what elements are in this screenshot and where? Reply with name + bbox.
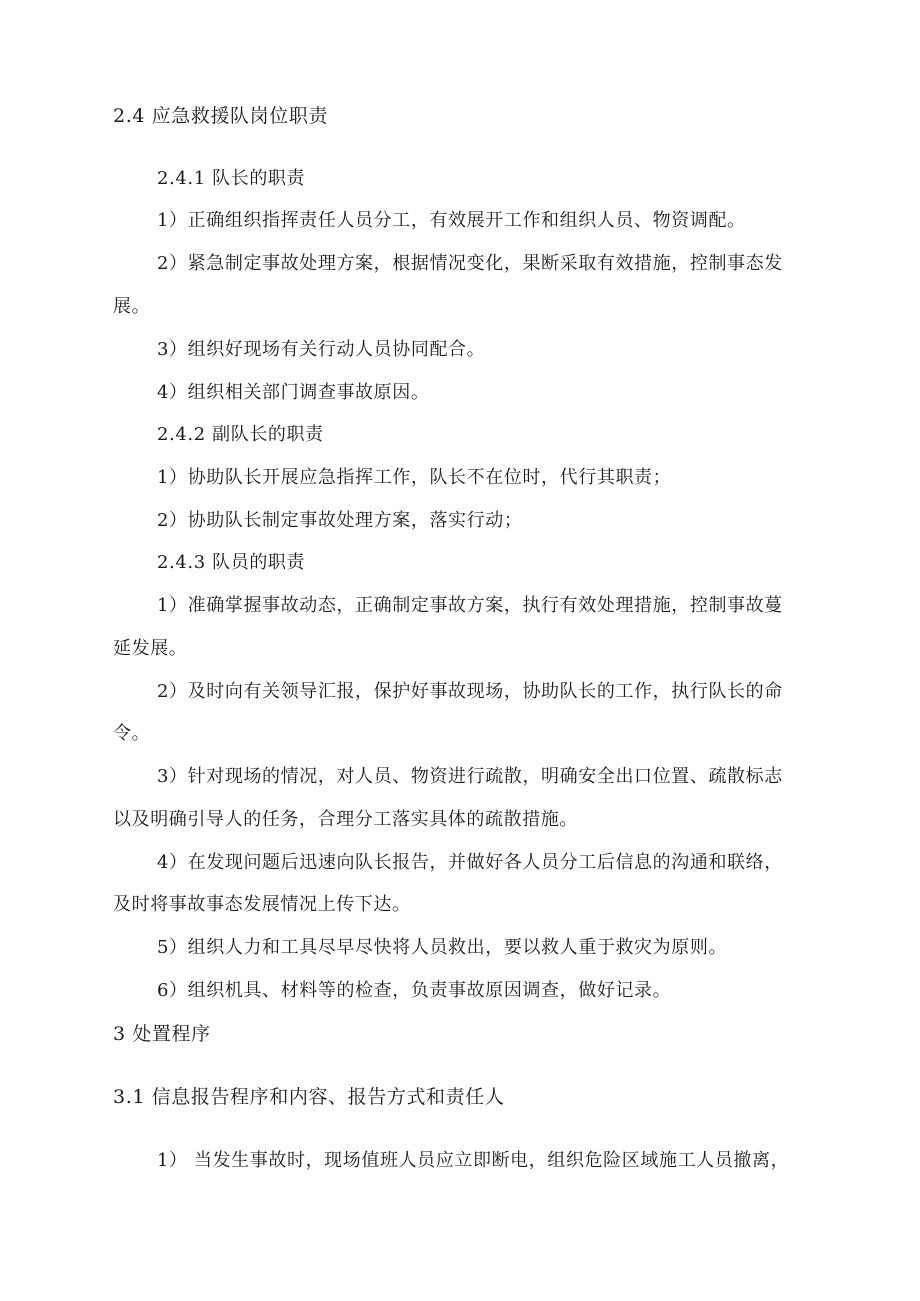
paragraph-line: 令。 [113,723,151,744]
paragraph-line: 3）针对现场的情况，对人员、物资进行疏散，明确安全出口位置、疏散标志 [157,766,783,787]
section-heading-3-1: 3.1 信息报告程序和内容、报告方式和责任人 [113,1086,505,1108]
paragraph-line: 延发展。 [113,638,188,659]
section-heading-3: 3 处置程序 [113,1023,211,1045]
subsection-heading-2-4-2: 2.4.2 副队长的职责 [157,424,324,445]
subsection-heading-2-4-3: 2.4.3 队员的职责 [157,552,306,573]
paragraph-line: 4）在发现问题后迅速向队长报告，并做好各人员分工后信息的沟通和联络， [157,852,783,873]
subsection-heading-2-4-1: 2.4.1 队长的职责 [157,168,306,189]
paragraph-line: 4）组织相关部门调查事故原因。 [157,382,430,403]
section-heading-2-4: 2.4 应急救援队岗位职责 [113,105,329,127]
paragraph-line: 及时将事故事态发展情况上传下达。 [113,894,411,915]
paragraph-line: 1）正确组织指挥责任人员分工，有效展开工作和组织人员、物资调配。 [157,210,746,231]
paragraph-line: 2）紧急制定事故处理方案，根据情况变化，果断采取有效措施，控制事态发 [157,253,783,274]
paragraph-line: 2）及时向有关领导汇报，保护好事故现场，协助队长的工作，执行队长的命 [157,681,783,702]
paragraph-line: 6）组织机具、材料等的检查，负责事故原因调查，做好记录。 [157,980,672,1001]
paragraph-line: 1）准确掌握事故动态，正确制定事故方案，执行有效处理措施，控制事故蔓 [157,595,783,616]
paragraph-line: 2）协助队长制定事故处理方案，落实行动； [157,510,523,531]
paragraph-line: 以及明确引导人的任务，合理分工落实具体的疏散措施。 [113,809,578,830]
paragraph-line: 展。 [113,296,151,317]
paragraph-line: 5）组织人力和工具尽早尽快将人员救出，要以救人重于救灾为原则。 [157,937,728,958]
paragraph-line: 1） 当发生事故时，现场值班人员应立即断电，组织危险区域施工人员撤离， [157,1150,790,1171]
paragraph-line: 3）组织好现场有关行动人员协同配合。 [157,339,486,360]
paragraph-line: 1）协助队长开展应急指挥工作，队长不在位时，代行其职责； [157,467,672,488]
